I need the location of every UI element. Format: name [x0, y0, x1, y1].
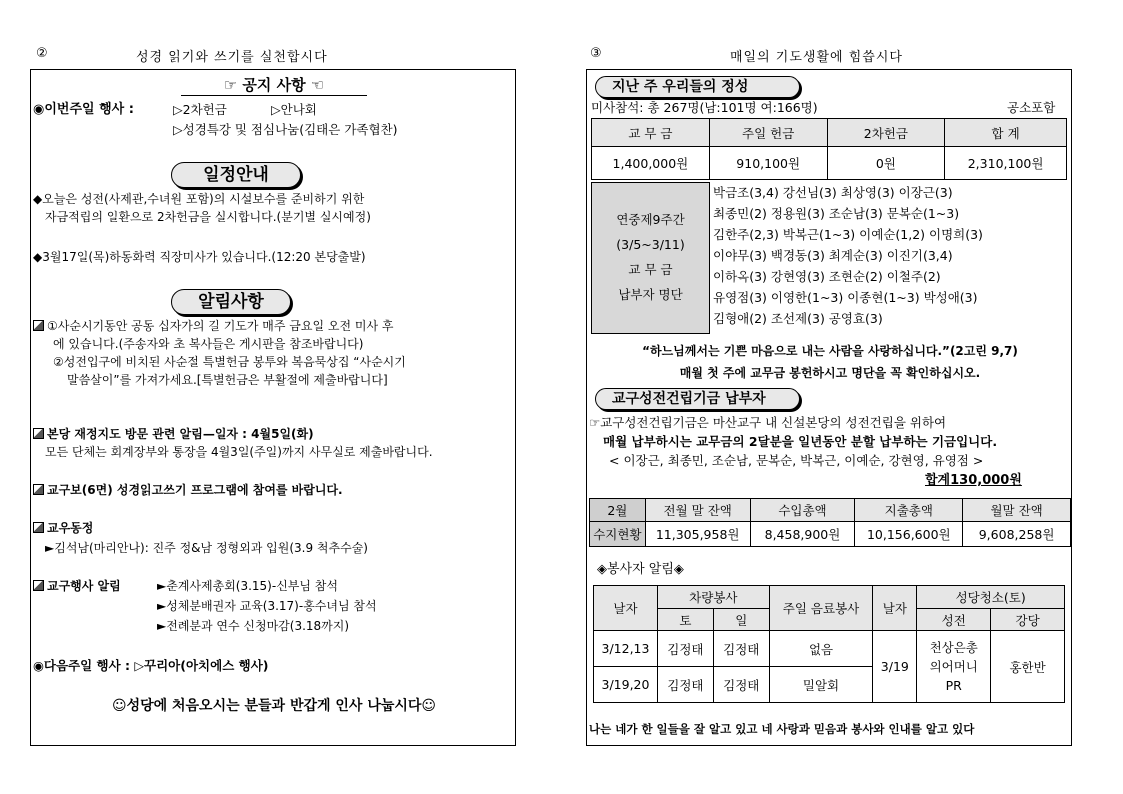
left-page-panel [30, 69, 516, 746]
donor-row: 이야무(3) 백경동(3) 최계순(3) 이진기(3,4) [713, 248, 953, 263]
finance-value-income: 8,458,900원 [750, 522, 855, 547]
vol-header-hall: 강당 [991, 609, 1065, 631]
vol-header-clean: 성당청소(토) [917, 586, 1065, 609]
finance-label: 수지현황 [590, 522, 646, 547]
finance-header-prev: 전월 말 잔액 [645, 499, 750, 522]
finance-value-expense: 10,156,600원 [855, 522, 963, 547]
finance-month: 2월 [590, 499, 646, 522]
page-number-left: ② [36, 46, 49, 61]
finance-header-income: 수입총액 [750, 499, 855, 522]
alert-title: 알림사항 [171, 289, 291, 315]
vol-header-car: 차량봉사 [657, 586, 769, 609]
schedule-title: 일정안내 [171, 162, 301, 188]
footer-quote: 나는 네가 한 일들을 잘 알고 있고 네 사랑과 믿음과 봉사와 인내를 알고 있다 [589, 722, 975, 736]
offer-header-second: 2차헌금 [827, 119, 945, 147]
this-week-item-lecture: ▷성경특강 및 점심나눔(김태은 가족협찬) [173, 122, 398, 137]
offering-title: 지난 주 우리들의 정성 [595, 76, 800, 98]
offer-value-sunday: 910,100원 [709, 147, 827, 180]
finance-header-balance: 월말 잔액 [963, 499, 1071, 522]
vol-clean-hall: 홍한반 [991, 631, 1065, 703]
bulletin-notice: 교구보(6면) 성경읽고쓰기 프로그램에 참여를 바랍니다. [47, 483, 343, 497]
vol-row-drink: 없음 [769, 631, 873, 667]
vol-header-sun: 일 [713, 609, 769, 631]
notice-underline [181, 95, 367, 96]
checkbox-square-icon [33, 580, 44, 591]
vol-row-sun: 김정태 [713, 631, 769, 667]
donor-row: 김한주(2,3) 박복근(1~3) 이예순(1,2) 이명희(3) [713, 227, 983, 242]
table-row [594, 631, 1065, 667]
alert-item-2-line2: 말씀살이”를 가져가세요.[특별헌금은 부활절에 제출바랍니다] [67, 373, 388, 387]
vol-header-sat: 토 [657, 609, 713, 631]
offer-value-second: 0원 [827, 147, 945, 180]
visit-title: 본당 재정지도 방문 관련 알림—일자 : 4월5일(화) [47, 427, 314, 441]
finance-value-prev: 11,305,958원 [645, 522, 750, 547]
news-title: 교우동정 [47, 521, 94, 535]
vol-row-date: 3/19,20 [594, 667, 658, 703]
vol-header-drink: 주일 음료봉사 [769, 586, 873, 631]
schedule-item-2: ◆3월17일(목)하동화력 직장미사가 있습니다.(12:20 본당출발) [33, 250, 366, 264]
offer-header-tithe: 교 무 금 [592, 119, 710, 147]
page-header-right: 매일의 기도생활에 힘씁시다 [730, 50, 903, 65]
alert-item-1-line2: 에 있습니다.(주송자와 초 복사들은 게시판을 참조바랍니다) [53, 337, 364, 351]
fund-total: 합계130,000원 [925, 473, 1022, 488]
checkbox-square-icon [33, 320, 44, 331]
finance-value-balance: 9,608,258원 [963, 522, 1071, 547]
donor-label-box [591, 182, 710, 334]
schedule-item-1-line2: 자금적립의 일환으로 2차헌금을 실시합니다.(분기별 실시예정) [45, 210, 371, 224]
vol-header-date: 날자 [594, 586, 658, 631]
diocese-title: 교구행사 알림 [47, 579, 121, 593]
vol-header-sanctuary: 성전 [917, 609, 991, 631]
offer-header-sunday: 주일 헌금 [709, 119, 827, 147]
offer-header-total: 합 계 [945, 119, 1067, 147]
schedule-item-1-line1: ◆오늘은 성전(사제관,수녀원 포함)의 시설보수를 준비하기 위한 [33, 192, 365, 206]
finance-table [589, 498, 1071, 547]
finance-header-expense: 지출총액 [855, 499, 963, 522]
diocese-item-2: ►성체분배권자 교육(3.17)-홍수녀님 참석 [157, 599, 377, 613]
vol-row-sat: 김정태 [657, 667, 713, 703]
vol-header-date2: 날자 [873, 586, 917, 631]
donor-label-week: 연중제9주간 [616, 212, 685, 227]
alert-item-2-line1: ②성전입구에 비치된 사순절 특별헌금 봉투와 복음묵상집 “사순시기 [53, 355, 406, 369]
fund-donors: < 이장근, 최종민, 조순남, 문복순, 박복근, 이예순, 강현영, 유영점 > [609, 453, 984, 468]
visit-body: 모든 단체는 회계장부와 통장을 4월3일(주일)까지 사무실로 제출바랍니다. [45, 445, 433, 459]
news-body: ►김석남(마리안나): 진주 정&남 정형외과 입원(3.9 척추수술) [45, 541, 368, 555]
vol-row-date: 3/12,13 [594, 631, 658, 667]
volunteer-table [593, 585, 1065, 703]
donor-label-tithe: 교 무 금 [628, 262, 673, 277]
checkbox-square-icon [33, 484, 44, 495]
tithe-reminder: 매월 첫 주에 교무금 봉헌하시고 명단을 꼭 확인하십시오. [679, 366, 981, 380]
offer-value-tithe: 1,400,000원 [592, 147, 710, 180]
this-week-label: ◉이번주일 행사 : [33, 102, 134, 117]
this-week-item-anna: ▷안나회 [271, 102, 317, 117]
fund-title: 교구성전건립기금 납부자 [595, 388, 800, 410]
page-header-left: 성경 읽기와 쓰기를 실천합시다 [136, 50, 328, 65]
donor-label-list: 납부자 명단 [618, 287, 683, 302]
scripture-quote: “하느님께서는 기쁜 마음으로 내는 사람을 사랑하십니다.”(2고린 9,7) [642, 344, 1018, 358]
greeting-message: ☺성당에 처음오시는 분들과 반갑게 인사 나눕시다☺ [111, 698, 437, 714]
right-page-panel [586, 69, 1072, 746]
offer-value-total: 2,310,100원 [945, 147, 1067, 180]
checkbox-square-icon [33, 428, 44, 439]
donor-row: 이하옥(3) 강현영(3) 조현순(2) 이철주(2) [713, 269, 941, 284]
fund-line-2: 매월 납부하시는 교무금의 2달분을 일년동안 분할 납부하는 기금입니다. [603, 434, 998, 449]
checkbox-square-icon [33, 522, 44, 533]
donor-label-period: (3/5~3/11) [616, 237, 685, 252]
donor-list [713, 182, 983, 329]
alert-item-1-line1: ①사순시기동안 공동 십자가의 길 기도가 매주 금요일 오전 미사 후 [47, 319, 394, 333]
vol-clean-date: 3/19 [873, 631, 917, 703]
offering-table [591, 118, 1067, 180]
fund-line-1: ☞교구성전건립기금은 마산교구 내 신설본당의 성전건립을 위하여 [589, 415, 947, 430]
donor-row: 최종민(2) 정용원(3) 조순남(3) 문복순(1~3) [713, 206, 960, 221]
this-week-item-offering: ▷2차헌금 [173, 102, 227, 117]
vol-row-sun: 김정태 [713, 667, 769, 703]
attendance-count: 미사참석: 총 267명(남:101명 여:166명) [591, 100, 818, 115]
notice-title: ☞ 공지 사항 ☜ [223, 76, 325, 94]
diocese-item-1: ►춘계사제총회(3.15)-신부님 참석 [157, 579, 338, 593]
donor-row: 유영점(3) 이영한(1~3) 이종현(1~3) 박성애(3) [713, 290, 978, 305]
volunteer-title: ◈봉사자 알림◈ [597, 562, 684, 577]
next-week-events: ◉다음주일 행사 : ▷꾸리아(아치에스 행사) [33, 658, 269, 673]
vol-clean-sanctuary: 천상은총 의어머니 PR [917, 631, 991, 703]
vol-row-sat: 김정태 [657, 631, 713, 667]
vol-row-drink: 밀알회 [769, 667, 873, 703]
donor-row: 박금조(3,4) 강선님(3) 최상영(3) 이장근(3) [713, 185, 953, 200]
diocese-item-3: ►전례분과 연수 신청마감(3.18까지) [157, 619, 350, 633]
page-number-right: ③ [590, 46, 603, 61]
attendance-note: 공소포함 [1007, 100, 1056, 115]
donor-row: 김형애(2) 조선제(3) 공영효(3) [713, 311, 883, 326]
